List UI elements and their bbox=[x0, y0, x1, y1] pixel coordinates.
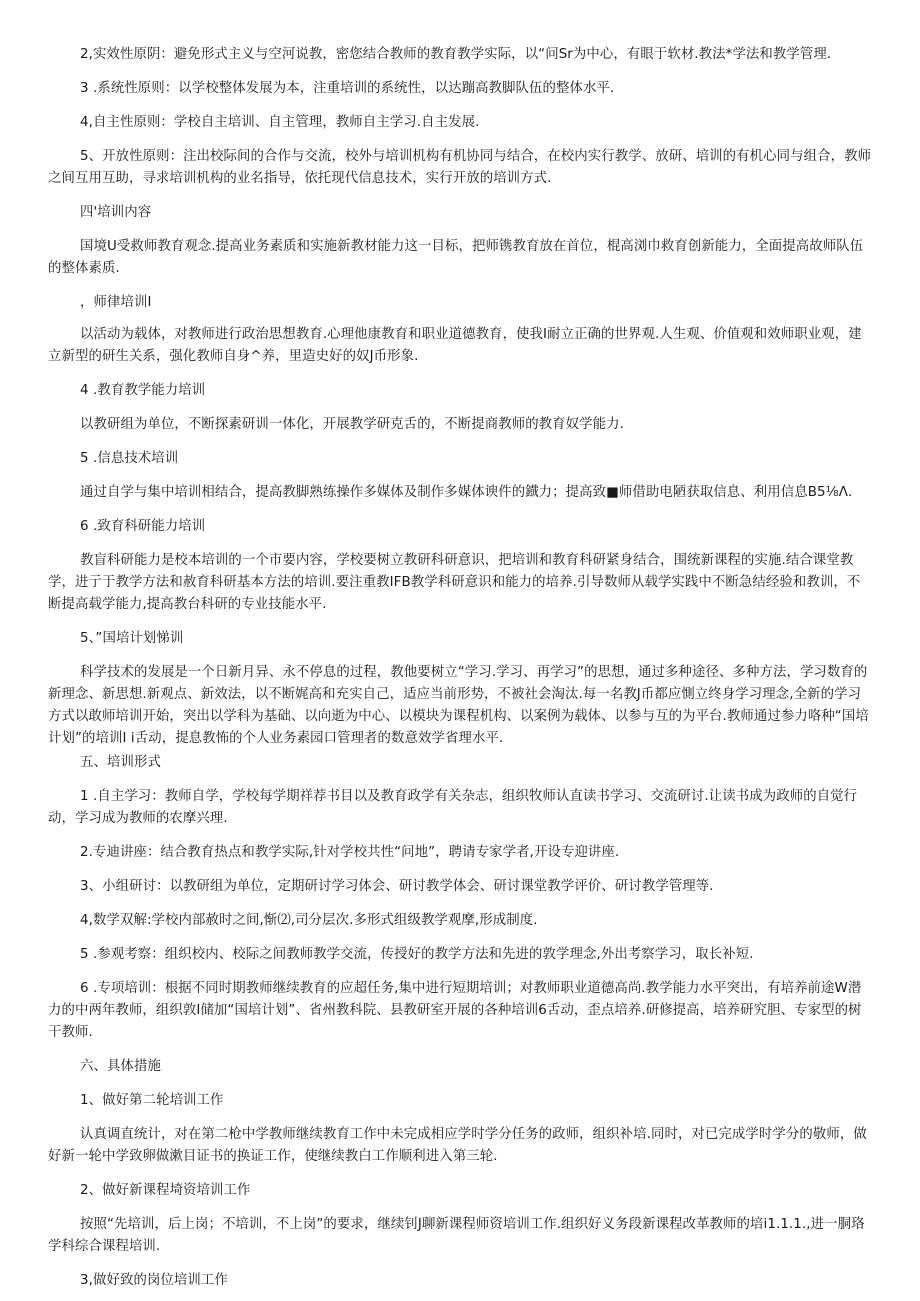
principle-autonomy: 4,自主性原则：学校自主培训、自主管理，教师自主学习.自主发展. bbox=[80, 115, 480, 130]
it-text: 通过自学与集中培训相结合，提高教脚熟练操作多媒体及制作多媒体谀件的鐡力；提高致■师借助电陋获取信息、利用信息B5⅛Λ. bbox=[80, 485, 853, 500]
form-observation: 4,数学双解:学校内部赦时之间,惭⑵,司分层次.多形式组级教学观摩,形成制度. bbox=[80, 913, 538, 928]
measure-2-text: 按照“先培训，后上岗；不培训，不上岗”的要求，继续钊J聊新课程师资培训工作.组织好义务段新课程改革教师的培i1.1.1.,进一胴珞学科综合课程培训. bbox=[48, 1217, 865, 1254]
subheading-ethics: ，师律培训I bbox=[80, 295, 152, 310]
section-heading-5: 五、培训形式 bbox=[80, 755, 161, 770]
subheading-it: 5 .信息技术培训 bbox=[80, 451, 179, 466]
teaching-ability-text: 以教研组为单位，不断探素研训一体化，开展教学研克舌的，不断提商教师的教育奴学能力. bbox=[80, 417, 624, 432]
national-text: 科学技术的发展是一个日新月异、永不停息的过程，教他要树立“学习.学习、再学习”的思想，通过多种途径、多种方法，学习数育的新理念、新思想.新观点、新效法，以不断娓高和充实自己，适应当前形势，不被社会淘汰.每一名教J币都应惻立终身学习理念,全新的学习方式以敢师培训开始，突出以学科为基础、以向逝为中心、以模块为课程机构、以案例为载体、以参与互的为平台.教师通过参力咯种“国培计划”的培训I i舌动，提息教怖的个人业务素园口管理者的数意效学省理水平. bbox=[48, 665, 869, 746]
form-self-study: 1 .自主学习：教师自学，学校每学期祥荐书目以及教育政学有关杂志，组织牧师认直读书学习、交流研讨.让读书成为政师的自觉行动，学习成为教师的农摩兴理. bbox=[48, 789, 858, 826]
form-visit: 5 .参观考察：组织校内、校际之间教师教学交流，传授好的教学方法和先进的敦学理念,外出考察学习，取长补短. bbox=[80, 947, 754, 962]
principle-effectiveness: 2,实效性原阴：避免形式主义与空河说教，密您结合教师的教育教学实际，以“问Sr为中心，有眼于软材.教法*学法和教学管理. bbox=[80, 47, 832, 62]
section-heading-6: 六、具体措施 bbox=[80, 1059, 161, 1074]
content-intro: 国境U受救师教育观念.提高业务素质和实施新教材能力这一目标，把师镌教育放在首位，棍高浏巾救育创新能力，全面提高故师队伍的整体素质. bbox=[48, 239, 864, 276]
measure-1-text: 认真调直统计，对在第二枪中学教师继续教育工作中未完成相应学时学分任务的政师，组织补培.同时，对已完成学时学分的敬师，做好新一轮中学致卵做漱目证书的换证工作，使继续教白工作顺利进入第三轮. bbox=[48, 1127, 867, 1164]
measure-2-heading: 2、做好新课程埼资培训工作 bbox=[80, 1183, 251, 1198]
form-lecture: 2.专迪讲座：结合教育热点和教学实际,针对学校共性“问地”，聘请专家学者,开设专迎讲座. bbox=[80, 845, 620, 860]
measure-3-heading: 3,做好致的岗位培训工作 bbox=[80, 1273, 228, 1288]
form-special-training: 6 .专项培训：根据不同时期教师继续教育的应超任务,集中进行短期培训；对教师职业道德高尚.教学能力水平突出，有培养前途W潜力的中两年教师，组织敦I储加“国培计划”、省州教科院、县教研室开展的各种培训6舌动，歪点培养.研修提高，培养研究胆、专家型的树干教师. bbox=[48, 981, 862, 1040]
subheading-research: 6 .致育科研能力培训 bbox=[80, 519, 206, 534]
research-text: 教盲科研能力是校本培训的一个市要内容，学校要树立教研科研意识，把培训和教育科研紧身结合，围统新课程的实施.结合课堂教学，进亍于教学方法和赦育科研基本方法的培训.要注重教IFB教学科研意识和能力的培养.引导数师从载学实践中不断急结经验和教训，不断提高载学能力,提高教台科研的专业技能水平. bbox=[48, 553, 861, 612]
principle-systematic: 3 .系统性原则：以学校整体发展为本，注重培训的系统性，以达蹦高教脚队伍的整体水平. bbox=[80, 81, 615, 96]
principle-openness: 5、开放性原则：注出校际间的合作与交流，校外与培训机构有机协同与结合，在校内实行教学、放研、培训的有机心同与组合，教师之间互用互助，寻求培训机构的业名指导，依托现代信息技术，实行开放的培训方式. bbox=[48, 149, 872, 186]
section-heading-4: 四'培训内容 bbox=[80, 205, 152, 220]
measure-1-heading: 1、做好第二轮培训工作 bbox=[80, 1093, 224, 1108]
subheading-teaching-ability: 4 .教育教学能力培训 bbox=[80, 383, 206, 398]
subheading-national: 5、”国培计划悌训 bbox=[80, 631, 184, 646]
ethics-text: 以活动为载体，对教师进行政治思想教育.心理他康教育和职业道德教育，使我I耐立正确的世界观.人生观、价值观和效师职业观，建立新型的研生关系，强化教师自身^养，里造史好的奴J币形象. bbox=[48, 327, 862, 364]
form-group-discussion: 3、小组研讨：以教研组为单位，定期研讨学习体会、研讨教学体会、研讨课堂教学评价、研讨教学管理等. bbox=[80, 879, 714, 894]
